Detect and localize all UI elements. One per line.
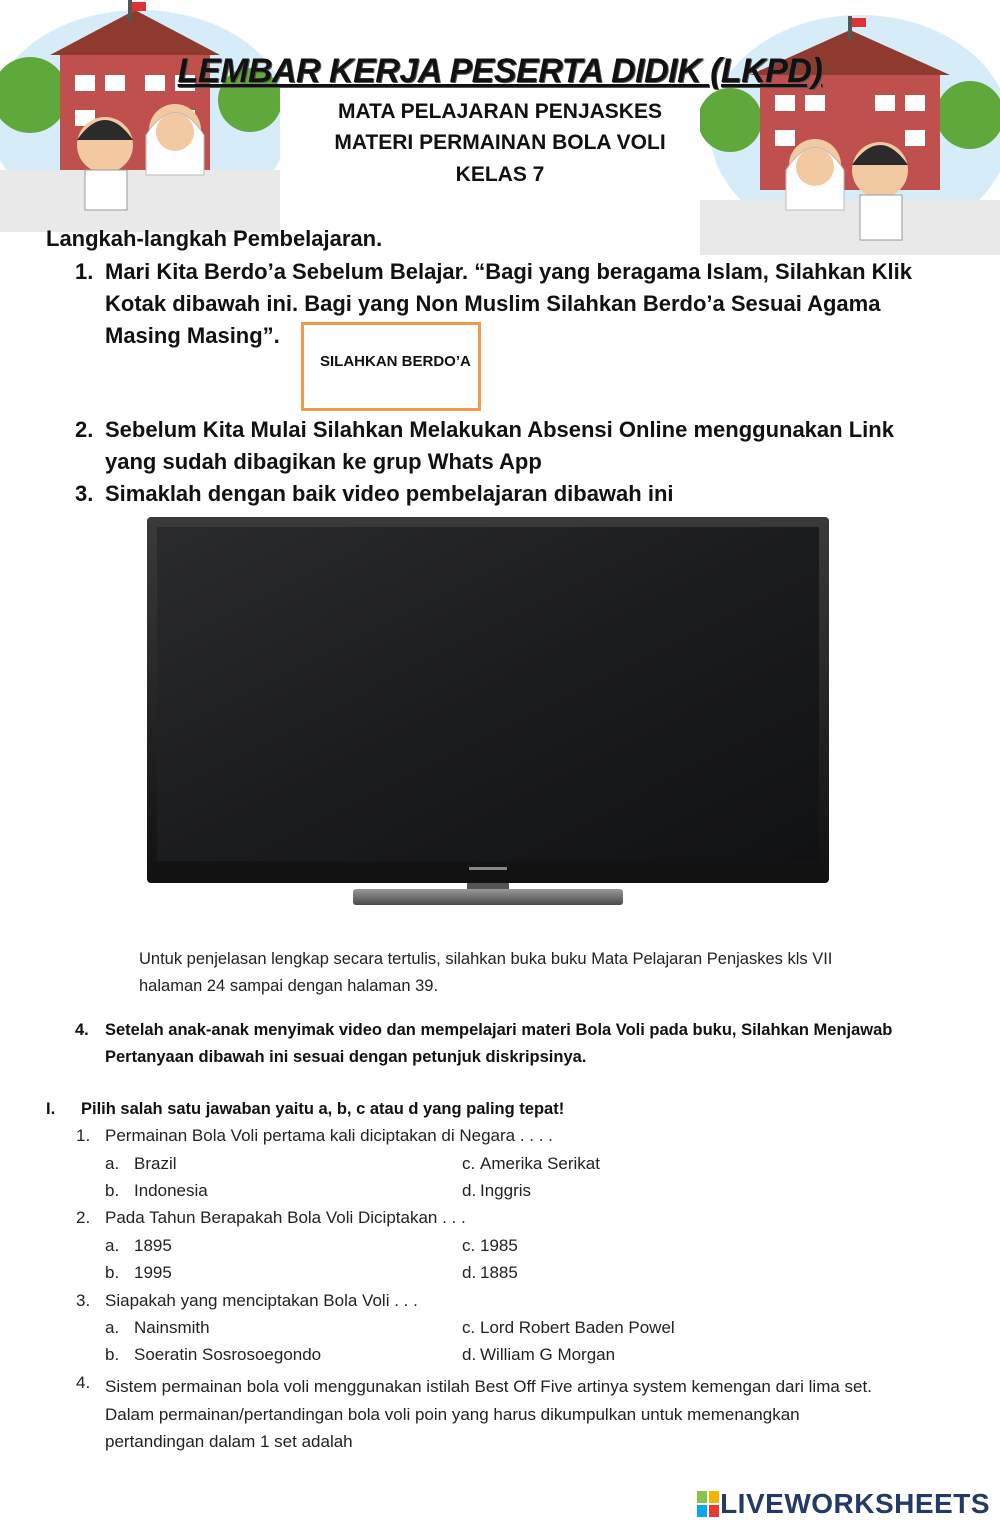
brand-name: LIVEWORKSHEETS: [720, 1488, 990, 1519]
option-letter: a.: [105, 1154, 120, 1173]
question-number: 3.: [76, 1291, 91, 1310]
step-number: 2.: [75, 417, 94, 442]
question-line: pertandingan dalam 1 set adalah: [105, 1432, 353, 1451]
grade-line: KELAS 7: [455, 163, 545, 186]
question-text: Siapakah yang menciptakan Bola Voli . . .: [105, 1291, 418, 1310]
option-text: Amerika Serikat: [480, 1154, 600, 1173]
question-text: [105, 1373, 872, 1456]
step-line: Mari Kita Berdo’a Sebelum Belajar. “Bagi yang beragama Islam, Silahkan Klik: [105, 259, 912, 284]
option-letter: d.: [462, 1181, 477, 1200]
subject-line: MATA PELAJARAN PENJASKES: [338, 100, 662, 123]
step-2: [75, 414, 894, 478]
step-line: Kotak dibawah ini. Bagi yang Non Muslim Silahkan Berdo’a Sesuai Agama: [105, 291, 881, 316]
option-letter: c.: [462, 1236, 476, 1255]
option-text: 1995: [134, 1263, 172, 1282]
liveworksheets-logo-icon: [697, 1491, 719, 1517]
option-letter: a.: [105, 1236, 120, 1255]
step-line: Simaklah dengan baik video pembelajaran dibawah ini: [105, 481, 674, 506]
option-text: Brazil: [134, 1154, 177, 1173]
question-line: Dalam permainan/pertandingan bola voli poin yang harus dikumpulkan untuk memenangkan: [105, 1404, 800, 1424]
option-letter: d.: [462, 1263, 477, 1282]
book-note: [139, 946, 832, 1000]
option-letter: b.: [105, 1181, 120, 1200]
step-line: yang sudah dibagikan ke grup Whats App: [105, 449, 542, 474]
section-number: I.: [46, 1100, 56, 1118]
option-text: Lord Robert Baden Powel: [480, 1318, 675, 1337]
option-letter: c.: [462, 1318, 476, 1337]
option-letter: b.: [105, 1345, 120, 1364]
option-text: Indonesia: [134, 1181, 208, 1200]
option-letter: c.: [462, 1154, 476, 1173]
option-letter: b.: [105, 1263, 120, 1282]
material-line: MATERI PERMAINAN BOLA VOLI: [334, 131, 666, 154]
section-instruction: Pilih salah satu jawaban yaitu a, b, c atau d yang paling tepat!: [81, 1100, 565, 1118]
worksheet-title: LEMBAR KERJA PESERTA DIDIK (LKPD): [177, 52, 823, 90]
step-3: [75, 478, 674, 510]
option-text: William G Morgan: [480, 1345, 616, 1364]
tv-screen-icon: [147, 517, 829, 909]
steps-heading: Langkah-langkah Pembelajaran.: [46, 226, 383, 251]
option-text: Soeratin Sosrosoegondo: [134, 1345, 322, 1364]
option-text: 1895: [134, 1236, 172, 1255]
step-number: 1.: [75, 259, 94, 284]
step-line: Masing Masing”.: [105, 323, 280, 348]
step-number: 3.: [75, 481, 94, 506]
option-text: 1985: [480, 1236, 518, 1255]
question-number: 2.: [76, 1208, 91, 1227]
step-line: Pertanyaan dibawah ini sesuai dengan petunjuk diskripsinya.: [105, 1048, 587, 1066]
option-text: Inggris: [480, 1181, 532, 1200]
question-number: 4.: [76, 1373, 91, 1392]
question-text: Pada Tahun Berapakah Bola Voli Diciptakan . . .: [105, 1208, 466, 1227]
option-letter: d.: [462, 1345, 477, 1364]
step-number: 4.: [75, 1021, 89, 1039]
step-line: Setelah anak-anak menyimak video dan mempelajari materi Bola Voli pada buku, Silahkan Menjawab: [105, 1021, 893, 1039]
option-text: 1885: [480, 1263, 518, 1282]
note-line: Untuk penjelasan lengkap secara tertulis, silahkan buka buku Mata Pelajaran Penjaskes kls VII: [139, 950, 833, 968]
question-number: 1.: [76, 1126, 91, 1145]
step-1: [75, 256, 912, 352]
note-line: halaman 24 sampai dengan halaman 39.: [139, 977, 439, 995]
question-line: Sistem permainan bola voli menggunakan istilah Best Off Five artinya system kemengan dari lima set.: [105, 1377, 872, 1396]
option-letter: a.: [105, 1318, 120, 1337]
step-line: Sebelum Kita Mulai Silahkan Melakukan Absensi Online menggunakan Link: [105, 417, 894, 442]
school-illustration-right: [700, 0, 1000, 255]
pray-button-label: SILAHKAN BERDO’A: [320, 353, 471, 370]
option-text: Nainsmith: [134, 1318, 210, 1337]
pray-button[interactable]: [301, 322, 481, 411]
video-player[interactable]: [147, 517, 829, 909]
question-text: Permainan Bola Voli pertama kali diciptakan di Negara . . . .: [105, 1126, 553, 1145]
step-4: [75, 1017, 893, 1071]
